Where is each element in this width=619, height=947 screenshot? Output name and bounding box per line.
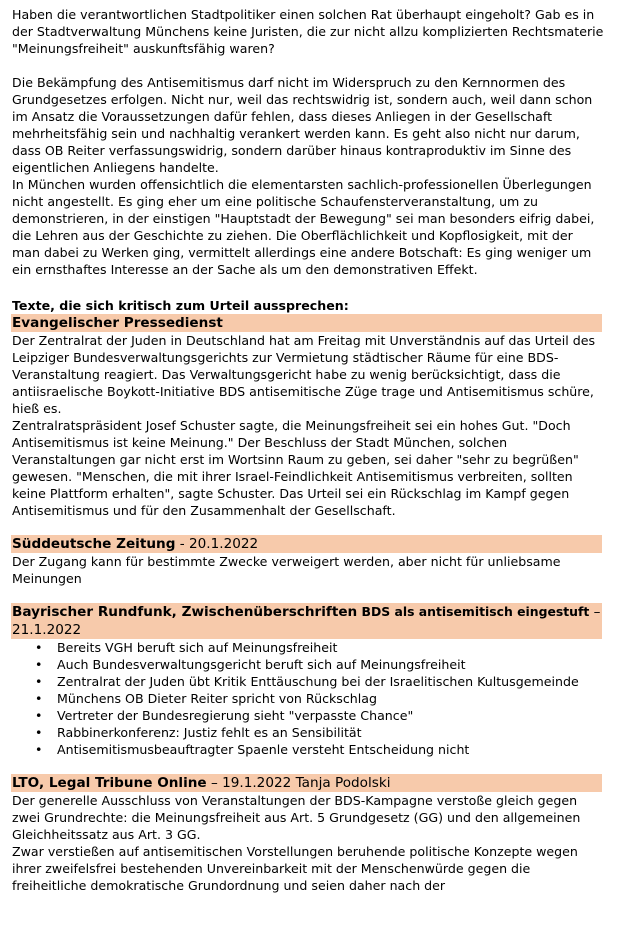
source-paragraph: Der generelle Ausschluss von Veranstaltungen der BDS-Kampagne verstoße gleich gegen zwei Grundrechte: die Meinungsfreiheit aus Art. 5 Grundgesetz (GG) und den allgemeinen Gleichheitssatz aus Art. 3 GG. xyxy=(12,793,581,842)
source-header xyxy=(11,774,602,792)
source-sz xyxy=(12,535,604,587)
spacer xyxy=(12,57,604,74)
source-date: - 20.1.2022 xyxy=(175,536,259,552)
spacer xyxy=(12,519,604,535)
bullet-icon: • xyxy=(35,640,43,655)
list-item xyxy=(35,690,604,707)
intro-paragraph-3: In München wurden offensichtlich die elementarsten sachlich-professionellen Überlegungen nicht angestellt. Es ging eher um eine politische Schaufensterveranstaltung, um zu demonstrieren, in der einstigen "Hauptstadt der Bewegung" sei man besonders eifrig dabei, die Lehren aus der Geschichte zu ziehen. Die Oberflächlichkeit und Kopflosigkeit, mit der man dabei zu Werken ging, vermittelt allerdings eine andere Botschaft: Es ging weniger um ein ernsthaftes Interesse an der Sache als um den demonstrativen Effekt. xyxy=(12,177,595,277)
list-item-text: Vertreter der Bundesregierung sieht "verpasste Chance" xyxy=(57,708,414,723)
source-paragraph: Zentralratspräsident Josef Schuster sagte, die Meinungsfreiheit sei ein hohes Gut. "Doch Antisemitismus ist keine Meinung." Der Beschluss der Stadt München, solchen Veranstaltungen gar nicht erst im Wortsinn Raum zu geben, sei daher "sehr zu begrüßen" gewesen. "Menschen, die mit ihrer Israel-Feindlichkeit Antisemitismus verbreiten, sollten keine Plattform erhalten", sagte Schuster. Das Urteil sei ein Rückschlag im Kampf gegen Antisemitismus und für den Zusammenhalt der Gesellschaft. xyxy=(12,418,579,518)
source-date: – 21.1.2022 xyxy=(12,604,601,638)
list-item xyxy=(35,639,604,656)
source-name: LTO, Legal Tribune Online xyxy=(12,775,207,791)
source-date-author: – 19.1.2022 Tanja Podolski xyxy=(206,775,391,791)
list-item-text: Antisemitismusbeauftragter Spaenle versteht Entscheidung nicht xyxy=(57,742,470,757)
bullet-icon: • xyxy=(35,708,43,723)
list-item xyxy=(35,656,604,673)
source-header xyxy=(11,535,602,553)
list-item xyxy=(35,724,604,741)
source-paragraph: Der Zentralrat der Juden in Deutschland hat am Freitag mit Unverständnis auf das Urteil des Leipziger Bundesverwaltungsgerichts zur Vermietung städtischer Räume für eine BDS-Veranstaltung reagiert. Das Verwaltungsgericht habe zu wenig berücksichtigt, dass die antiisraelische Boykott-Initiative BDS antisemitische Züge trage und Antisemitismus schüre, hieß es. xyxy=(12,333,596,416)
bullet-icon: • xyxy=(35,742,43,757)
source-header xyxy=(11,603,602,639)
bullet-icon: • xyxy=(35,691,43,706)
spacer xyxy=(12,758,604,774)
list-item-text: Auch Bundesverwaltungsgericht beruft sich auf Meinungsfreiheit xyxy=(57,657,466,672)
list-item-text: Zentralrat der Juden übt Kritik Enttäuschung bei der Israelitischen Kultusgemeinde xyxy=(57,674,579,689)
source-header xyxy=(11,314,602,332)
spacer xyxy=(12,587,604,603)
intro-paragraph-2: Die Bekämpfung des Antisemitismus darf nicht im Widerspruch zu den Kernnormen des Grundgesetzes erfolgen. Nicht nur, weil das rechtswidrig ist, sondern auch, weil dann schon im Ansatz die Voraussetzungen dafür fehlen, dass dieses Anliegen in der Gesellschaft mehrheitsfähig sein und nachhaltig verankert werden kann. Es geht also nicht nur darum, dass OB Reiter verfassungswidrig, sondern darüber hinaus kontraproduktiv im Sinne des eigentlichen Anliegens handelte. xyxy=(12,75,593,175)
list-item xyxy=(35,707,604,724)
bullet-icon: • xyxy=(35,674,43,689)
headline-list xyxy=(12,639,604,758)
list-item xyxy=(35,673,604,690)
spacer xyxy=(12,278,604,295)
source-paragraph: Der Zugang kann für bestimmte Zwecke verweigert werden, aber nicht für unliebsame Meinungen xyxy=(12,554,561,586)
source-paragraph: Zwar verstießen auf antisemitischen Vorstellungen beruhende politische Konzepte wegen ihrer zweifelsfrei bestehenden Unvereinbarkeit mit der Menschenwürde gegen die freiheitliche demokratische Grundordnung und seien daher nach der xyxy=(12,844,578,893)
list-item-text: Bereits VGH beruft sich auf Meinungsfreiheit xyxy=(57,640,338,655)
source-subtitle: BDS als antisemitisch eingestuft xyxy=(357,604,590,619)
source-name: Evangelischer Pressedienst xyxy=(12,315,223,331)
intro-paragraph-1: Haben die verantwortlichen Stadtpolitiker einen solchen Rat überhaupt eingeholt? Gab es in der Stadtverwaltung Münchens keine Juristen, die zur nicht allzu komplizierten Rechtsmaterie "Meinungsfreiheit" auskunftsfähig waren? xyxy=(12,7,604,56)
list-item xyxy=(35,741,604,758)
list-item-text: Rabbinerkonferenz: Justiz fehlt es an Sensibilität xyxy=(57,725,362,740)
source-name: Bayrischer Rundfunk, Zwischenüberschriften xyxy=(12,604,358,620)
critical-texts-heading: Texte, die sich kritisch zum Urteil aussprechen: xyxy=(12,298,349,313)
bullet-icon: • xyxy=(35,725,43,740)
source-name: Süddeutsche Zeitung xyxy=(12,536,176,552)
source-epd xyxy=(12,314,604,519)
source-br xyxy=(12,603,604,758)
source-lto xyxy=(12,774,604,894)
list-item-text: Münchens OB Dieter Reiter spricht von Rückschlag xyxy=(57,691,377,706)
bullet-icon: • xyxy=(35,657,43,672)
